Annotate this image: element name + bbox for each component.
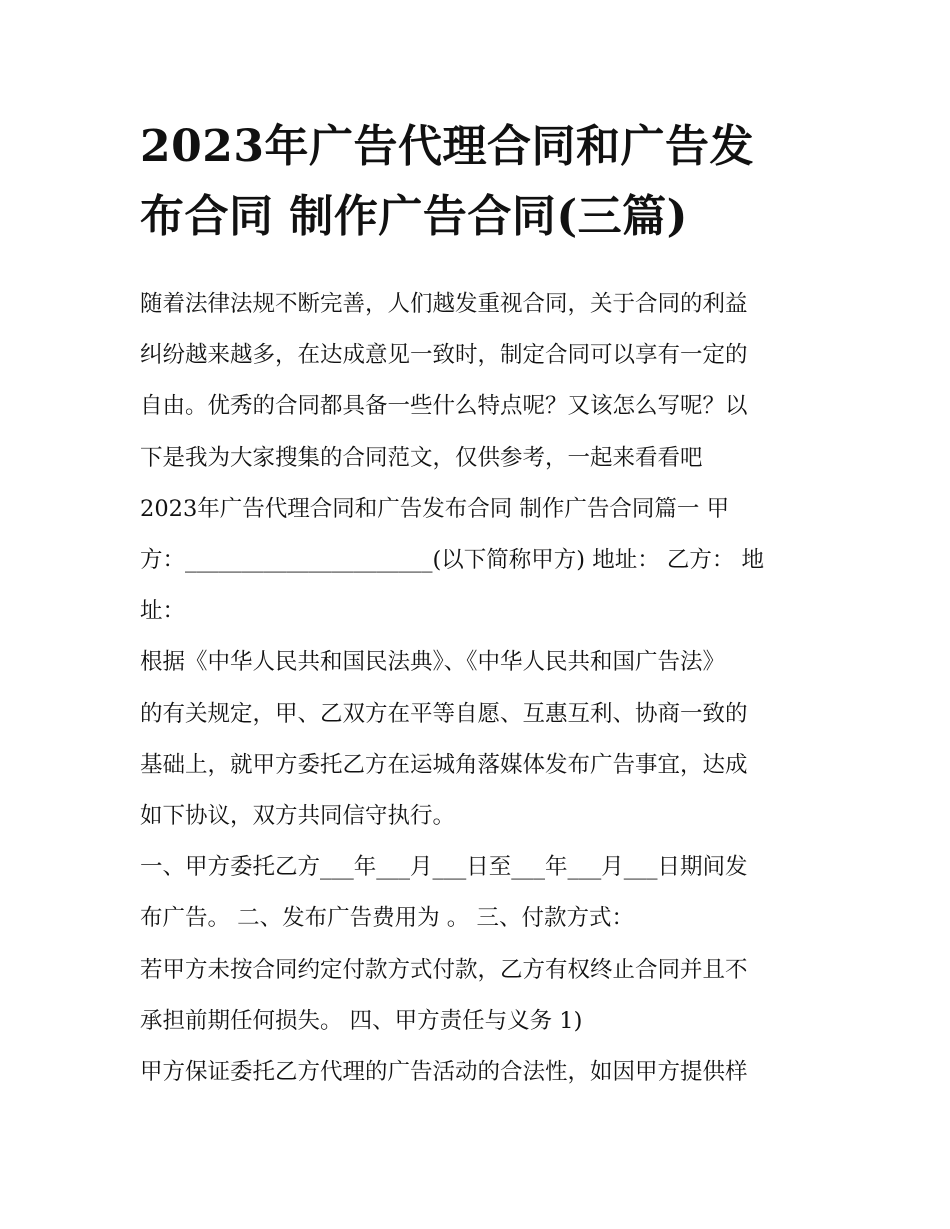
- text-line: 方：______________________(以下简称甲方) 地址： 乙方： 地: [140, 547, 765, 574]
- text-line: 若甲方未按合同约定付款方式付款，乙方有权终止合同并且不: [140, 956, 748, 983]
- document-body: [140, 279, 830, 1098]
- text-line: 承担前期任何损失。 四、甲方责任与义务 1): [140, 1007, 583, 1034]
- text-line: 2023年广告代理合同和广告发布合同 制作广告合同篇一 甲: [140, 495, 730, 522]
- text-line: 一、甲方委托乙方___年___月___日至___年___月___日期间发: [140, 854, 748, 881]
- text-line: 下是我为大家搜集的合同范文，仅供参考，一起来看看吧: [140, 444, 703, 471]
- title-line: 2023年广告代理合同和广告发: [140, 121, 754, 172]
- text-line: 随着法律法规不断完善，人们越发重视合同，关于合同的利益: [140, 291, 748, 317]
- text-line: 纠纷越来越多，在达成意见一致时，制定合同可以享有一定的: [140, 342, 748, 369]
- text-line: 布广告。 二、发布广告费用为 。 三、付款方式：: [140, 905, 634, 932]
- contract-heading-paragraph: [140, 484, 830, 638]
- text-line: 址：: [140, 598, 186, 625]
- payment-paragraph: [140, 945, 830, 1047]
- legal-basis-paragraph: [140, 637, 830, 842]
- clause-one-paragraph: [140, 842, 830, 944]
- text-line: 的有关规定，甲、乙双方在平等自愿、互惠互利、协商一致的: [140, 700, 748, 727]
- party-a-duty-paragraph: [140, 1047, 830, 1098]
- title-line: 布合同 制作广告合同(三篇): [140, 191, 688, 242]
- text-line: 根据《中华人民共和国民法典》、《中华人民共和国广告法》: [140, 649, 726, 676]
- intro-paragraph: [140, 279, 830, 484]
- text-line: 自由。优秀的合同都具备一些什么特点呢？又该怎么写呢？以: [140, 393, 748, 420]
- text-line: 基础上，就甲方委托乙方在运城角落媒体发布广告事宜，达成: [140, 751, 748, 778]
- document-title: [140, 112, 830, 252]
- text-line: 甲方保证委托乙方代理的广告活动的合法性，如因甲方提供样: [140, 1059, 748, 1086]
- text-line: 如下协议，双方共同信守执行。: [140, 803, 456, 830]
